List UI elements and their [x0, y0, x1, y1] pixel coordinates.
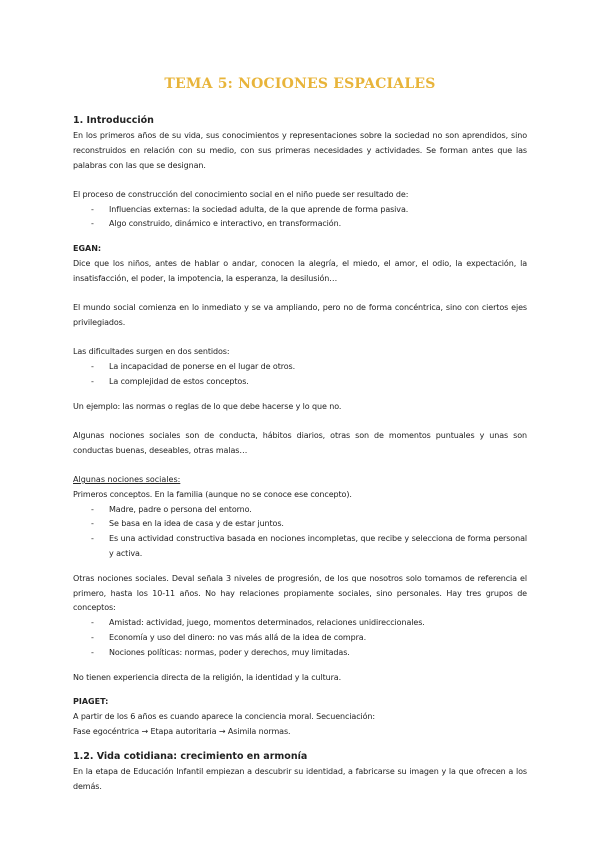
- egan-paragraph: Dice que los niños, antes de hablar o andar, conocen la alegría, el miedo, el amor, el odio, la expectación, la insatisfacción, el poder, la impotencia, la esperanza, la desilusión…: [73, 259, 527, 283]
- list-item: - Se basa en la idea de casa y de estar juntos.: [91, 519, 284, 529]
- list-item: - Nociones políticas: normas, poder y derechos, muy limitadas.: [91, 647, 350, 657]
- section-heading-introduccion: 1. Introducción: [73, 115, 154, 126]
- piaget-label: PIAGET:: [73, 697, 109, 707]
- first-concepts-paragraph: Primeros conceptos. En la familia (aunque no se conoce ese concepto).: [73, 489, 352, 499]
- process-list: [73, 203, 527, 233]
- page-title: TEMA 5: NOCIONES ESPACIALES: [164, 76, 436, 92]
- list-item: - Economía y uso del dinero: no vas más allá de la idea de compra.: [91, 633, 367, 643]
- section-heading-vida-cotidiana: 1.2. Vida cotidiana: crecimiento en armonía: [73, 750, 308, 762]
- list-item: - Algo construido, dinámico e interactivo, en transformación.: [91, 219, 342, 229]
- list-item: - Es una actividad constructiva basada en nociones incompletas, que recibe y selecciona de forma personal y activa.: [91, 534, 527, 559]
- list-item: - La incapacidad de ponerse en el lugar de otros.: [91, 362, 296, 372]
- difficulties-list: [73, 360, 527, 390]
- first-concepts-list: [73, 503, 527, 562]
- list-item: - Madre, padre o persona del entorno.: [91, 504, 252, 514]
- notions-paragraph: Algunas nociones sociales son de conducta, hábitos diarios, otras son de momentos puntuales y unas son conductas buenas, deseables, otras malas…: [73, 430, 527, 455]
- no-experience-paragraph: No tienen experiencia directa de la religión, la identidad y la cultura.: [73, 672, 342, 682]
- other-notions-list: [73, 616, 527, 660]
- other-notions-paragraph: Otras nociones sociales. Deval señala 3 niveles de progresión, de los que nosotros solo tomamos de referencia el primero, hasta los 10-11 años. No hay relaciones propiamente sociales, sino personales. Hay tres grupos de conceptos:: [73, 573, 527, 613]
- piaget-line-1: A partir de los 6 años es cuando aparece la conciencia moral. Secuenciación:: [73, 712, 375, 722]
- document-body: [73, 114, 527, 794]
- list-item: - Amistad: actividad, juego, momentos determinados, relaciones unidireccionales.: [91, 618, 425, 628]
- some-notions-label: Algunas nociones sociales:: [73, 475, 181, 485]
- example-paragraph: Un ejemplo: las normas o reglas de lo que debe hacerse y lo que no.: [73, 401, 342, 411]
- piaget-line-2: Fase egocéntrica → Etapa autoritaria → Asimila normas.: [73, 727, 291, 736]
- intro-paragraph: En los primeros años de su vida, sus conocimientos y representaciones sobre la sociedad no son aprendidos, sino reconstruidos en relación con su medio, con sus primeras necesidades y actividades. Se forman antes que las palabras con las que se designan.: [73, 131, 527, 170]
- process-lead-paragraph: El proceso de construcción del conocimiento social en el niño puede ser resultado de:: [73, 189, 409, 199]
- egan-label: EGAN:: [73, 244, 102, 254]
- vida-cotidiana-paragraph: En la etapa de Educación Infantil empiezan a descubrir su identidad, a fabricarse su imagen y la que ofrecen a los demás.: [73, 766, 527, 791]
- social-world-paragraph: El mundo social comienza en lo inmediato y se va ampliando, pero no de forma concéntrica, sino con ciertos ejes privilegiados.: [73, 303, 527, 327]
- difficulties-lead-paragraph: Las dificultades surgen en dos sentidos:: [73, 347, 230, 357]
- list-item: - La complejidad de estos conceptos.: [91, 376, 249, 386]
- list-item: - Influencias externas: la sociedad adulta, de la que aprende de forma pasiva.: [91, 204, 409, 214]
